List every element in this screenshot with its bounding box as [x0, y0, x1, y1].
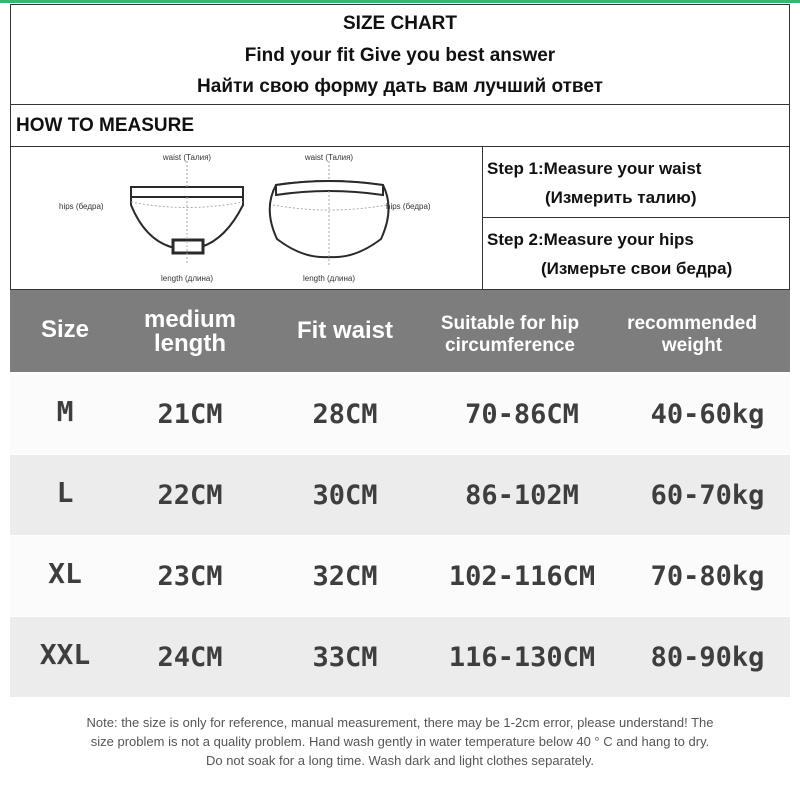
step-1-text: Step 1:Measure your waist — [487, 159, 702, 178]
step-1-translation: (Измерить талию) — [545, 188, 697, 207]
waist-cell: 30CM — [312, 479, 378, 511]
subtitle-russian: Найти свою форму дать вам лучший ответ — [197, 76, 603, 97]
subtitle-english: Find your fit Give you best answer — [244, 45, 556, 66]
header-length-line2: length — [154, 330, 226, 357]
waist-label-back: waist (Талия) — [304, 153, 354, 162]
header-weight-line2: weight — [661, 335, 723, 356]
note-line-2: size problem is not a quality problem. Hand wash gently in water temperature below 40 ° C and hang to dry. — [90, 734, 710, 749]
length-label-back: length (длина) — [302, 274, 356, 283]
length-cell: 21CM — [157, 398, 223, 430]
header-weight-line1: recommended — [627, 313, 757, 334]
length-cell: 23CM — [157, 560, 223, 592]
title-block — [11, 5, 789, 105]
size-cell: M — [56, 394, 74, 428]
page-title: SIZE CHART — [343, 13, 457, 34]
header-size: Size — [40, 316, 90, 343]
step-2-text: Step 2:Measure your hips — [487, 230, 694, 249]
size-cell: L — [56, 475, 74, 509]
note-line-3: Do not soak for a long time. Wash dark and light clothes separately. — [205, 753, 595, 768]
table-row — [10, 536, 790, 616]
hip-cell: 116-130CM — [448, 641, 596, 673]
table-row — [10, 374, 790, 454]
table-row — [10, 617, 790, 697]
header-length-line1: medium — [143, 306, 236, 333]
hip-cell: 102-116CM — [448, 560, 596, 592]
size-chart-header-box — [10, 4, 790, 290]
waist-label-front: waist (Талия) — [162, 153, 212, 162]
hip-cell: 70-86CM — [465, 398, 579, 430]
header-fit-waist: Fit waist — [296, 317, 393, 344]
front-brief-drawing — [131, 161, 243, 265]
hips-label-front: hips (бедра) — [59, 202, 104, 211]
weight-cell: 60-70kg — [650, 479, 765, 511]
how-to-measure-heading: HOW TO MEASURE — [16, 115, 195, 136]
care-note — [14, 713, 786, 770]
table-row — [10, 455, 790, 535]
length-cell: 24CM — [157, 641, 223, 673]
step-2-translation: (Измерьте свои бедра) — [541, 259, 733, 278]
step-2-box — [483, 218, 789, 289]
size-cell: XL — [48, 556, 82, 590]
how-to-measure-heading-row — [11, 105, 789, 147]
hip-cell: 86-102M — [465, 479, 579, 511]
weight-cell: 70-80kg — [650, 560, 765, 592]
header-hip-line2: circumference — [445, 335, 575, 356]
hips-label-back: hips (бедра) — [386, 202, 431, 211]
underwear-diagram-illustration — [11, 147, 482, 289]
note-line-1: Note: the size is only for reference, manual measurement, there may be 1-2cm error, please understand! The — [86, 715, 714, 730]
length-label-front: length (длина) — [160, 274, 214, 283]
waist-cell: 33CM — [312, 641, 378, 673]
weight-cell: 80-90kg — [650, 641, 765, 673]
header-hip-line1: Suitable for hip — [440, 313, 580, 334]
length-cell: 22CM — [157, 479, 223, 511]
measurement-diagram — [11, 147, 483, 289]
weight-cell: 40-60kg — [650, 398, 765, 430]
size-cell: XXL — [39, 637, 91, 671]
top-accent-strip — [0, 0, 800, 3]
waist-cell: 32CM — [312, 560, 378, 592]
size-table-header — [10, 290, 790, 372]
back-brief-drawing — [270, 161, 389, 267]
waist-cell: 28CM — [312, 398, 378, 430]
step-1-box — [483, 147, 789, 218]
